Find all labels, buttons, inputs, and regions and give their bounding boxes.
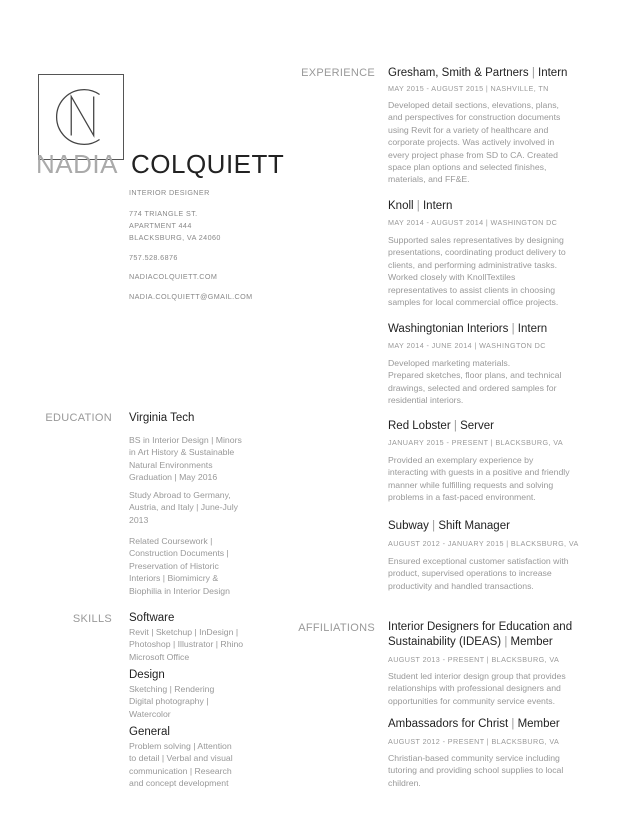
skill-group-title: Design bbox=[129, 669, 165, 681]
affiliation-description: Christian-based community service including tutoring and providing school supplies to local children. bbox=[388, 753, 564, 788]
job-dates-location: AUGUST 2012 - JANUARY 2015 | BLACKSBURG, VA bbox=[388, 539, 579, 548]
affiliation-dates-location: AUGUST 2012 - PRESENT | BLACKSBURG, VA bbox=[388, 737, 560, 746]
skill-group-list: Revit | Sketchup | InDesign | Photoshop | Illustrator | Rhino Microsoft Office bbox=[129, 627, 244, 662]
study-abroad: Study Abroad to Germany, Austria, and Italy | June-July 2013 bbox=[129, 490, 238, 525]
website-link[interactable]: NADIACOLQUIETT.COM bbox=[129, 272, 218, 281]
email-link[interactable]: NADIA.COLQUIETT@GMAIL.COM bbox=[129, 292, 253, 301]
job-heading: Subway | Shift Manager bbox=[388, 520, 510, 532]
education-label: EDUCATION bbox=[45, 412, 112, 424]
skills-label: SKILLS bbox=[72, 613, 112, 625]
degree-details: BS in Interior Design | Minors in Art History & Sustainable Natural Environments Graduation | May 2016 bbox=[129, 435, 242, 483]
school-name: Virginia Tech bbox=[129, 412, 195, 424]
affiliations-label: AFFILIATIONS bbox=[298, 622, 375, 634]
phone: 757.528.6876 bbox=[129, 253, 178, 262]
job-heading: Gresham, Smith & Partners | Intern bbox=[388, 67, 568, 79]
job-description: Developed marketing materials. Prepared sketches, floor plans, and technical drawings, selected and ordered samples for residential interiors. bbox=[388, 358, 562, 406]
skill-group-title: Software bbox=[129, 612, 175, 624]
affiliation-heading: Interior Designers for Education and Sustainability (IDEAS) | Member bbox=[388, 621, 573, 648]
first-name: NADIA bbox=[36, 149, 118, 179]
skill-group-title: General bbox=[129, 726, 170, 738]
job-title: INTERIOR DESIGNER bbox=[129, 188, 210, 197]
job-heading: Washingtonian Interiors | Intern bbox=[388, 323, 548, 335]
address-line: 774 TRIANGLE ST. bbox=[129, 209, 198, 218]
job-heading: Red Lobster | Server bbox=[388, 420, 494, 432]
skill-group-list: Problem solving | Attention to detail | Verbal and visual communication | Research and concept development bbox=[129, 741, 233, 789]
job-description: Developed detail sections, elevations, plans, and perspectives for construction documents using Revit for a variety of healthcare and corporate projects. Was actively involved in every project phase from SD to CA. Created space plan options and selected finishes, materials, and FF&E. bbox=[388, 100, 561, 185]
job-heading: Knoll | Intern bbox=[388, 200, 453, 212]
job-description: Supported sales representatives by designing presentations, coordinating product delivery to clients, and performing administrative tasks. Worked closely with KnollTextiles representatives to assist clients in choosing samples for local commercial office projects. bbox=[388, 235, 566, 308]
job-description: Ensured exceptional customer satisfaction with product, supervised operations to increase productivity and handled transactions. bbox=[388, 556, 569, 591]
job-dates-location: MAY 2015 - AUGUST 2015 | NASHVILLE, TN bbox=[388, 84, 549, 93]
affiliation-description: Student led interior design group that provides relationships with professional designers and opportunities for community service events. bbox=[388, 671, 566, 706]
monogram-logo bbox=[38, 74, 124, 160]
coursework: Related Coursework | Construction Documents | Preservation of Historic Interiors | Biomimicry & Biophilia in Interior Design bbox=[129, 536, 230, 596]
address-line: BLACKSBURG, VA 24060 bbox=[129, 233, 221, 242]
job-description: Provided an exemplary experience by interacting with guests in a positive and friendly manner while fulfilling requests and solving problems in a fast-paced environment. bbox=[388, 455, 570, 503]
job-dates-location: JANUARY 2015 - PRESENT | BLACKSBURG, VA bbox=[388, 438, 564, 447]
affiliation-dates-location: AUGUST 2013 - PRESENT | BLACKSBURG, VA bbox=[388, 655, 560, 664]
job-dates-location: MAY 2014 - AUGUST 2014 | WASHINGTON DC bbox=[388, 218, 558, 227]
job-dates-location: MAY 2014 - JUNE 2014 | WASHINGTON DC bbox=[388, 341, 546, 350]
address-line: APARTMENT 444 bbox=[129, 221, 192, 230]
affiliation-heading: Ambassadors for Christ | Member bbox=[388, 718, 560, 730]
skill-group-list: Sketching | Rendering Digital photography | Watercolor bbox=[129, 684, 215, 719]
experience-label: EXPERIENCE bbox=[301, 67, 375, 79]
last-name: COLQUIETT bbox=[131, 149, 285, 179]
